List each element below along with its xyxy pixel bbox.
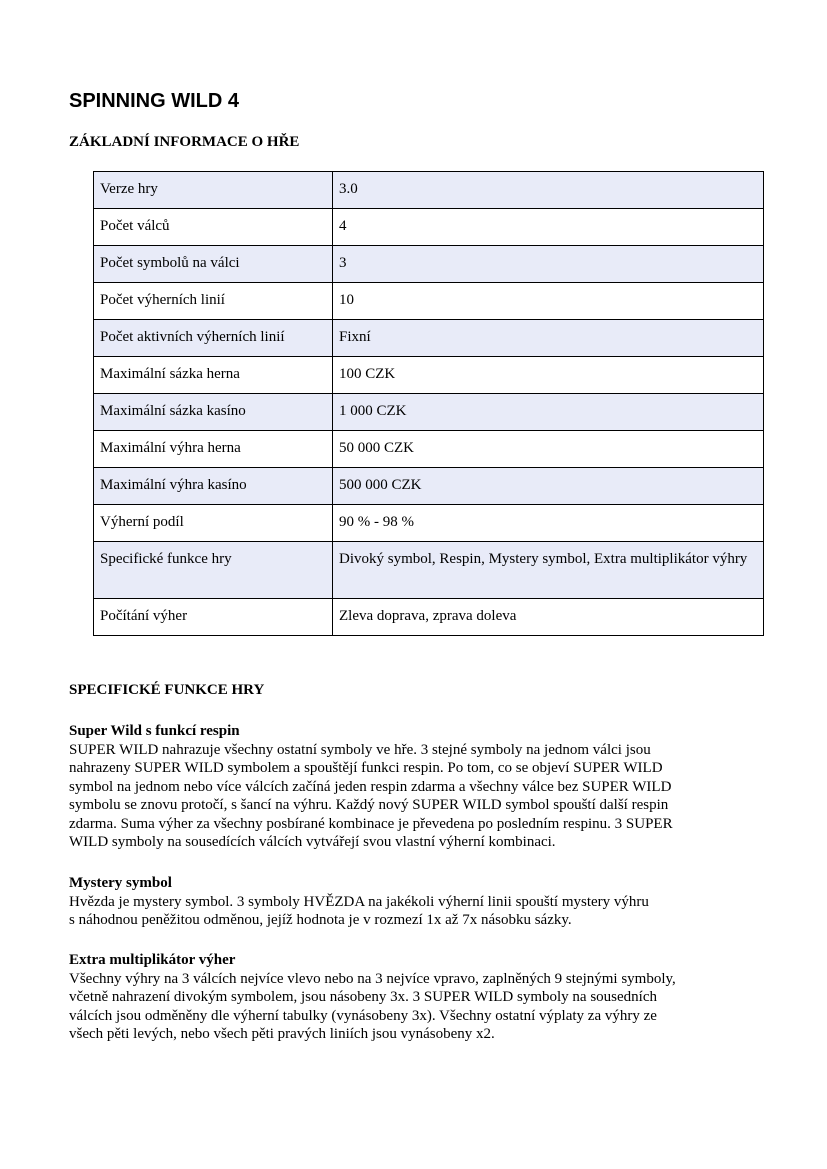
row-value: 10: [333, 283, 764, 320]
game-info-table: [93, 171, 764, 636]
table-row: [94, 172, 764, 209]
feature-line: Hvězda je mystery symbol. 3 symboly HVĚZDA na jakékoli výherní linii spouští mystery výhru: [69, 893, 649, 910]
row-label: Počet válců: [94, 209, 333, 246]
table-row: [94, 599, 764, 636]
row-value: 90 % - 98 %: [333, 505, 764, 542]
row-value: 3: [333, 246, 764, 283]
row-label: Specifické funkce hry: [94, 542, 333, 599]
row-value: 1 000 CZK: [333, 394, 764, 431]
feature-super-wild: [69, 722, 769, 852]
feature-line: nahrazeny SUPER WILD symbolem a spouštějí funkci respin. Po tom, co se objeví SUPER WILD: [69, 760, 663, 776]
table-row: [94, 468, 764, 505]
row-label: Počítání výher: [94, 599, 333, 636]
table-row: [94, 320, 764, 357]
row-value: 4: [333, 209, 764, 246]
specific-features-heading: SPECIFICKÉ FUNKCE HRY: [69, 682, 265, 698]
table-row: [94, 246, 764, 283]
table-row: [94, 394, 764, 431]
row-value: Fixní: [333, 320, 764, 357]
table-row: [94, 542, 764, 599]
feature-heading: Extra multiplikátor výher: [69, 952, 236, 968]
table-row: [94, 209, 764, 246]
row-value: 500 000 CZK: [333, 468, 764, 505]
table-row: [94, 431, 764, 468]
row-label: Výherní podíl: [94, 505, 333, 542]
row-label: Maximální sázka kasíno: [94, 394, 333, 431]
feature-heading: Mystery symbol: [69, 875, 172, 891]
feature-line: symbol na jednom nebo více válcích začíná jeden respin zdarma a všechny válce bez SUPER WILD: [69, 778, 672, 795]
feature-line: všech pěti levých, nebo všech pěti pravých liniích jsou vynásobeny x2.: [69, 1026, 495, 1042]
feature-line: zdarma. Suma výher za všechny posbírané kombinace je převedena po posledním respinu. 3 SUPER: [69, 815, 673, 832]
row-label: Maximální výhra kasíno: [94, 468, 333, 505]
feature-line: SUPER WILD nahrazuje všechny ostatní symboly ve hře. 3 stejné symboly na jednom válci jsou: [69, 741, 651, 758]
table-row: [94, 283, 764, 320]
feature-line: symbolu se znovu protočí, s šancí na výhru. Každý nový SUPER WILD symbol spouští další respin: [69, 797, 669, 813]
row-label: Verze hry: [94, 172, 333, 209]
row-value: 100 CZK: [333, 357, 764, 394]
table-row: [94, 505, 764, 542]
row-label: Počet symbolů na válci: [94, 246, 333, 283]
feature-heading: Super Wild s funkcí respin: [69, 723, 240, 739]
row-label: Počet výherních linií: [94, 283, 333, 320]
feature-line: WILD symboly na sousedících válcích vytvářejí svou vlastní výherní kombinaci.: [69, 834, 556, 850]
row-value: Divoký symbol, Respin, Mystery symbol, Extra multiplikátor výhry: [333, 542, 764, 599]
feature-line: Všechny výhry na 3 válcích nejvíce vlevo nebo na 3 nejvíce vpravo, zaplněných 9 stejnými symboly,: [69, 970, 676, 987]
row-label: Maximální sázka herna: [94, 357, 333, 394]
row-value: 50 000 CZK: [333, 431, 764, 468]
table-row: [94, 357, 764, 394]
feature-line: s náhodnou peněžitou odměnou, jejíž hodnota je v rozmezí 1x až 7x násobku sázky.: [69, 912, 572, 928]
row-value: 3.0: [333, 172, 764, 209]
feature-line: válcích jsou odměněny dle výherní tabulky (vynásobeny 3x). Všechny ostatní výplaty za výhry ze: [69, 1007, 657, 1024]
feature-line: včetně nahrazení divokým symbolem, jsou násobeny 3x. 3 SUPER WILD symboly na sousedních: [69, 989, 657, 1005]
feature-extra-multiplier: [69, 951, 769, 1044]
feature-mystery-symbol: [69, 874, 769, 930]
row-label: Počet aktivních výherních linií: [94, 320, 333, 357]
page-title: SPINNING WILD 4: [69, 90, 240, 112]
basic-info-heading: ZÁKLADNÍ INFORMACE O HŘE: [69, 134, 300, 150]
row-value: Zleva doprava, zprava doleva: [333, 599, 764, 636]
row-label: Maximální výhra herna: [94, 431, 333, 468]
